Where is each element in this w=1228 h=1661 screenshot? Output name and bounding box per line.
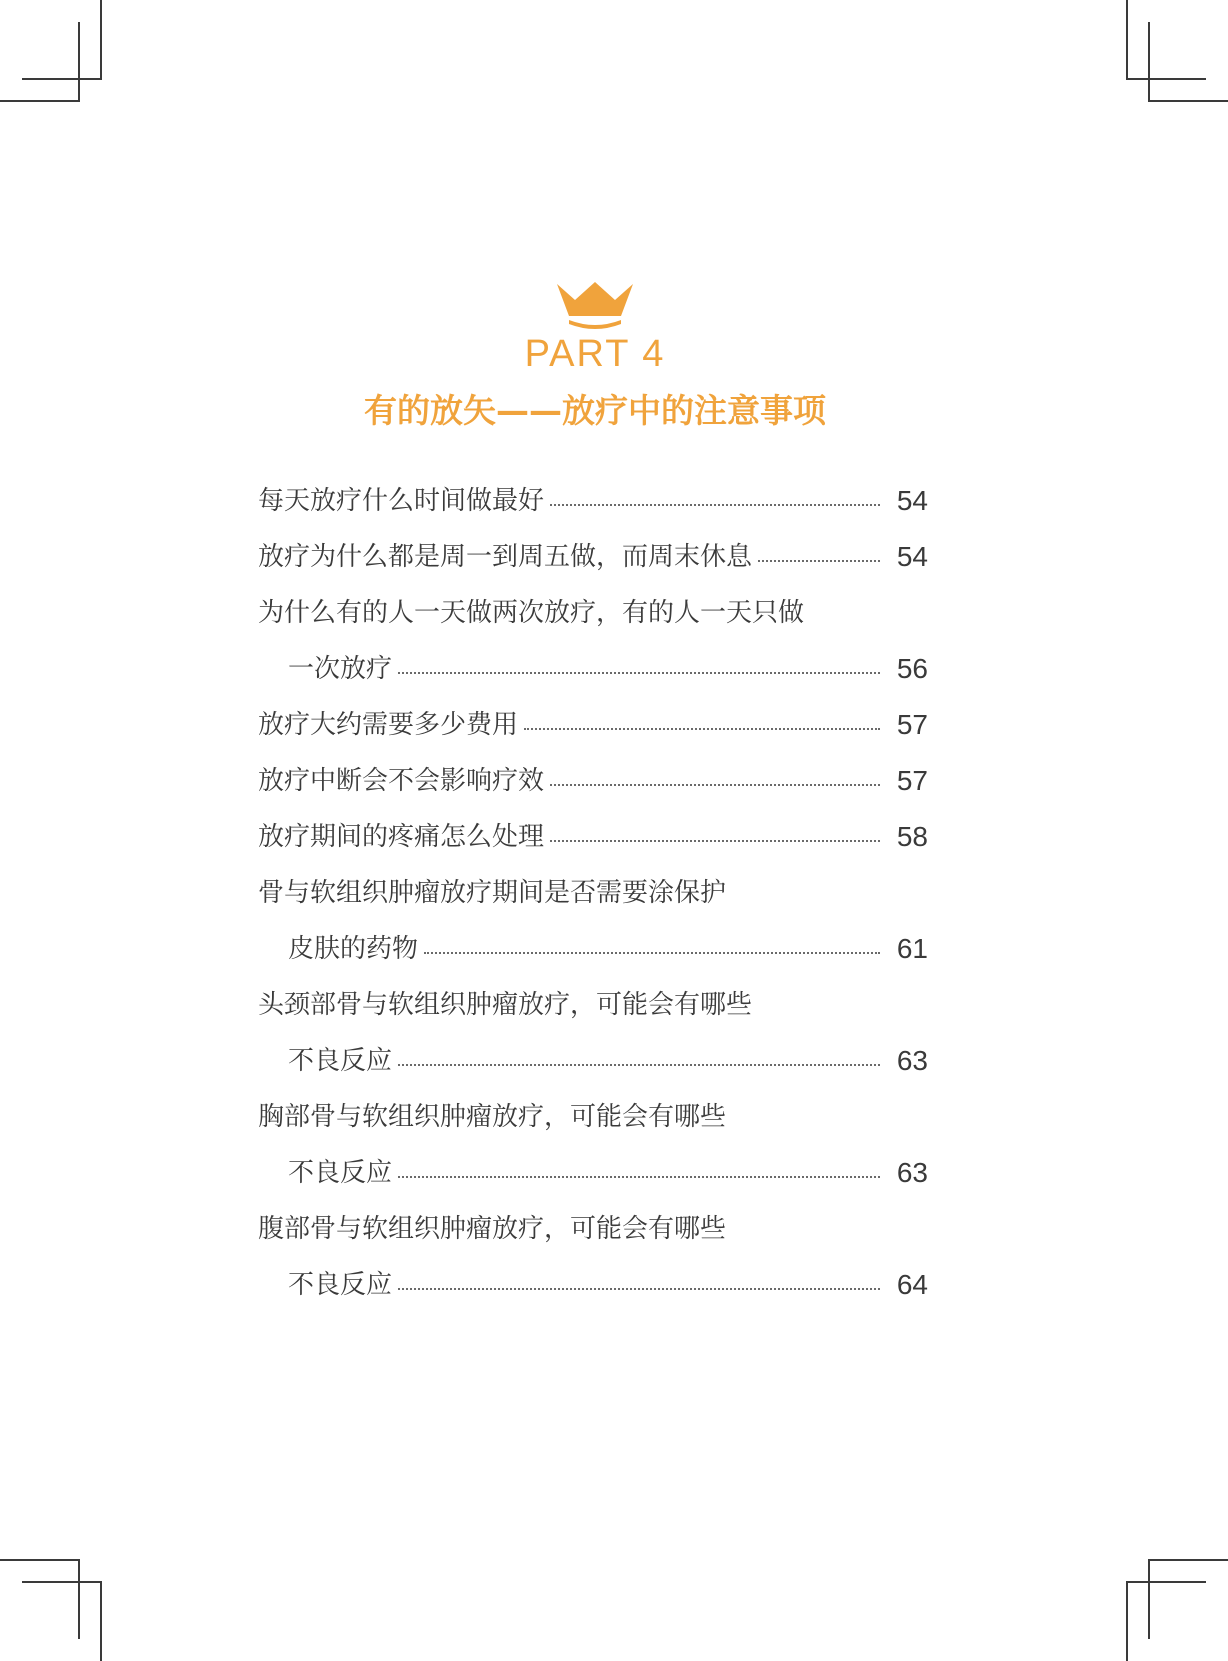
toc-entry-continuation[interactable] (258, 1145, 928, 1201)
toc-entry-title: 一次放疗 (288, 654, 393, 684)
toc-entry-title: 放疗期间的疼痛怎么处理 (258, 822, 545, 852)
toc-entry-title: 放疗大约需要多少费用 (258, 710, 519, 740)
crop-mark (1148, 1559, 1150, 1639)
toc-entry-title: 腹部骨与软组织肿瘤放疗，可能会有哪些 (258, 1214, 727, 1244)
toc-entry[interactable] (258, 529, 928, 585)
crop-mark (22, 1581, 102, 1583)
toc-dot-leader (424, 950, 880, 954)
crown-icon (555, 280, 635, 330)
toc-entry[interactable] (258, 753, 928, 809)
crop-mark (22, 78, 102, 80)
toc-entry-title: 放疗中断会不会影响疗效 (258, 766, 545, 796)
toc-entry[interactable] (258, 977, 928, 1033)
toc-dot-leader (758, 558, 880, 562)
toc-dot-leader (398, 1174, 880, 1178)
toc-entry[interactable] (258, 1201, 928, 1257)
toc-dot-leader (550, 782, 880, 786)
toc-page-number: 58 (896, 821, 928, 852)
toc-entry[interactable] (258, 473, 928, 529)
toc-entry[interactable] (258, 865, 928, 921)
toc-entry-continuation[interactable] (258, 1257, 928, 1313)
toc-page-number: 61 (896, 933, 928, 964)
crop-mark (0, 1559, 80, 1561)
crop-mark (1126, 78, 1206, 80)
toc-dot-leader (550, 838, 880, 842)
toc-entry[interactable] (258, 585, 928, 641)
toc-dot-leader (398, 1286, 880, 1290)
crop-mark (1126, 1581, 1128, 1661)
toc-page-number: 54 (896, 541, 928, 572)
crop-mark (1148, 1559, 1228, 1561)
toc-entry-title: 不良反应 (288, 1158, 393, 1188)
toc-dot-leader (398, 670, 880, 674)
crop-mark (1148, 22, 1150, 102)
toc-entry-title: 不良反应 (288, 1270, 393, 1300)
toc-entry-title: 骨与软组织肿瘤放疗期间是否需要涂保护 (258, 878, 727, 908)
toc-entry-title: 不良反应 (288, 1046, 393, 1076)
toc-entry-continuation[interactable] (258, 641, 928, 697)
crop-mark (78, 1559, 80, 1639)
toc-entry[interactable] (258, 697, 928, 753)
toc-page-number: 63 (896, 1157, 928, 1188)
crop-mark (0, 100, 80, 102)
toc-entry-title: 为什么有的人一天做两次放疗，有的人一天只做 (258, 598, 805, 628)
toc-page-number: 54 (896, 485, 928, 516)
toc-dot-leader (550, 502, 880, 506)
toc-entry-continuation[interactable] (258, 921, 928, 977)
toc-page-number: 63 (896, 1045, 928, 1076)
crop-mark (100, 1581, 102, 1661)
crop-mark (100, 0, 102, 80)
toc-entry-title: 头颈部骨与软组织肿瘤放疗，可能会有哪些 (258, 990, 753, 1020)
toc-entry[interactable] (258, 809, 928, 865)
crop-mark (1148, 100, 1228, 102)
toc-entry[interactable] (258, 1089, 928, 1145)
toc-page-number: 56 (896, 653, 928, 684)
toc-entry-title: 胸部骨与软组织肿瘤放疗，可能会有哪些 (258, 1102, 727, 1132)
toc-entry-continuation[interactable] (258, 1033, 928, 1089)
toc-page-number: 57 (896, 709, 928, 740)
toc-entry-title: 每天放疗什么时间做最好 (258, 486, 545, 516)
toc-dot-leader (524, 726, 880, 730)
toc-entry-title: 放疗为什么都是周一到周五做，而周末休息 (258, 542, 753, 572)
crop-mark (78, 22, 80, 102)
part-title: 有的放矢——放疗中的注意事项 (364, 391, 826, 430)
crop-mark (1126, 0, 1128, 80)
crop-mark (1126, 1581, 1206, 1583)
toc-entry-title: 皮肤的药物 (288, 934, 419, 964)
toc-page-number: 57 (896, 765, 928, 796)
toc-dot-leader (398, 1062, 880, 1066)
part-label: PART 4 (524, 333, 666, 375)
toc-page-number: 64 (896, 1269, 928, 1300)
